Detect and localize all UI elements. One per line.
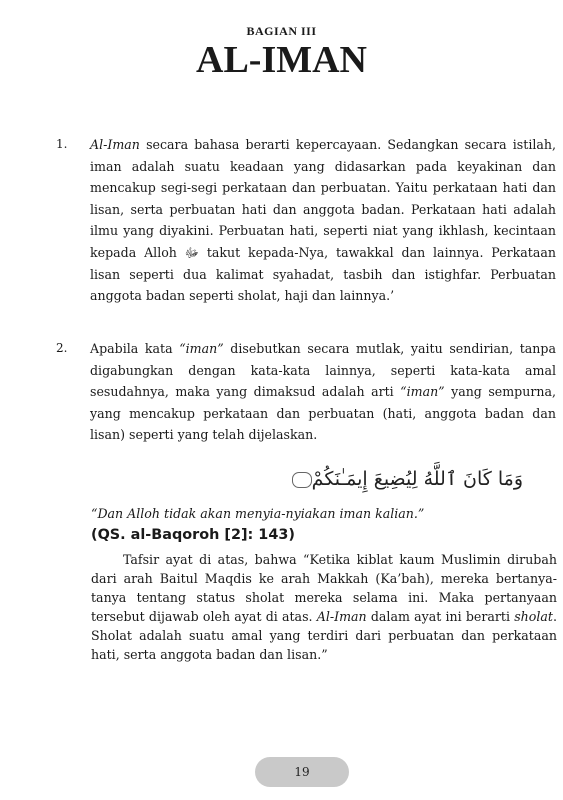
tafsir-paragraph: Tafsir ayat di atas, bahwa “Ketika kiblat kaum Muslimin dirubah dari arah Baitul Maqdis ke arah Makkah (Ka’bah), mereka bertanya-tanya tentang status sholat mereka selama ini. Maka pertanyaan tersebut dijawab oleh ayat di atas. Al-Iman dalam ayat ini berarti sholat. Sholat adalah suatu amal yang terdiri dari perbuatan dan perkataan hati, serta anggota badan dan lisan.” (91, 552, 557, 662)
page-number: 19 (255, 757, 349, 787)
term-al-iman: Al-Iman (90, 137, 140, 152)
chapter-label: BAGIAN III (246, 24, 317, 38)
quran-verse-arabic: وَمَا كَانَ ٱللَّهُ لِيُضِيعَ إِيمَـٰنَكُمْ (288, 468, 523, 490)
term-iman: “iman” (179, 341, 224, 356)
definition-text: secara bahasa berarti kepercayaan. Sedangkan secara istilah, iman adalah suatu keadaan yang didasarkan pada keyakinan dan mencakup segi-segi perkataan dan perbuatan. Yaitu perkataan hati dan lisan, serta perbuatan hati dan anggota badan. Perkataan hati adalah ilmu yang diyakini. Perbuatan hati, seperti niat yang ikhlash, kecintaan kepada Alloh ﷻ takut kepada-Nya, tawakkal dan lainnya. Perkataan lisan seperti dua kalimat syahadat, tasbih dan istighfar. Perbuatan anggota badan seperti sholat, haji dan lainnya.’ (90, 137, 561, 304)
term-iman: “iman” (400, 384, 445, 400)
list-item-text (90, 134, 561, 307)
verse-end-icon (292, 472, 312, 488)
list-number: 2. (56, 341, 68, 355)
list-item-text: Apabila kata “iman” disebutkan secara mutlak, yaitu sendirian, tanpa digabungkan dengan kata-kata lainnya, seperti kata-kata amal sesudahnya, maka yang dimaksud adalah arti “iman” yang sempurna, yang mencakup perkataan dan perbuatan (hati, anggota badan dan lisan) seperti yang telah dijelaskan. (90, 341, 561, 443)
verse-translation: “Dan Alloh tidak akan menyia-nyiakan iman kalian.” (91, 506, 425, 521)
chapter-title: AL-IMAN (196, 39, 367, 81)
list-number: 1. (56, 137, 68, 151)
verse-reference: (QS. al-Baqoroh [2]: 143) (91, 527, 295, 543)
